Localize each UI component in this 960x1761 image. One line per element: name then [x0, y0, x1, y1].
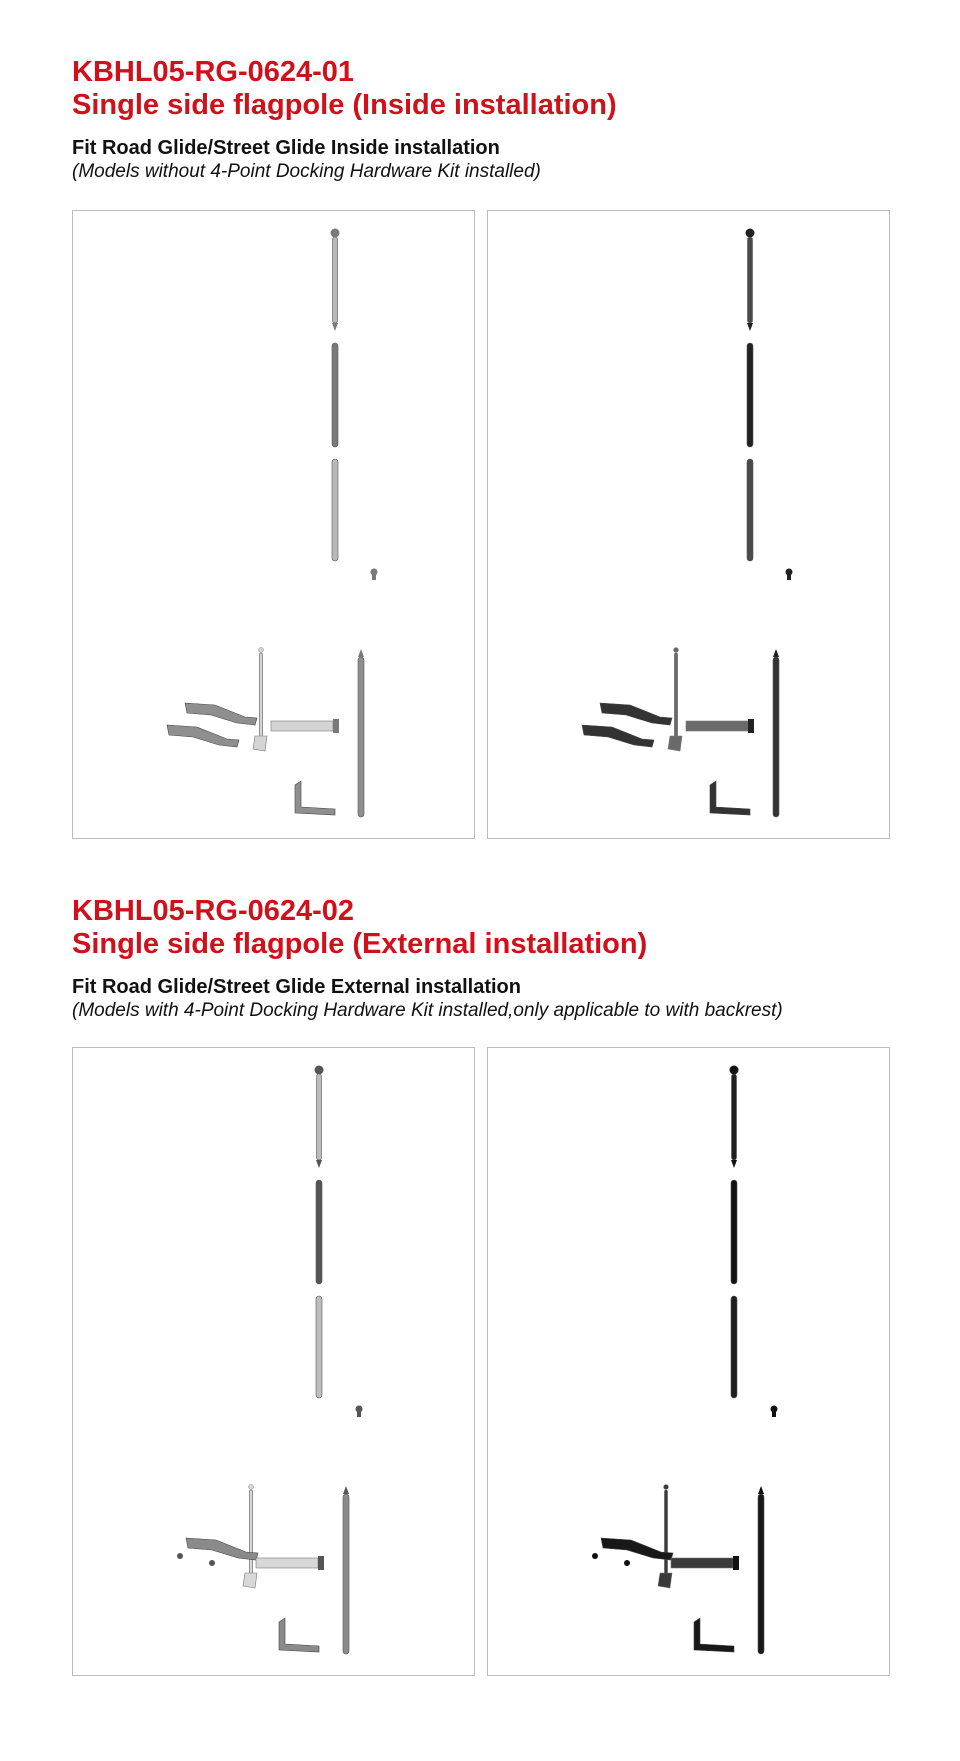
pole-section-base [758, 1494, 764, 1654]
strap-end [318, 1556, 324, 1570]
strap-bar [671, 1558, 733, 1568]
flagpole-kit-illustration [488, 211, 889, 838]
pole-tip [316, 1160, 322, 1168]
pole-section-middle [747, 343, 753, 447]
knob-stem [357, 1411, 361, 1417]
pole-section-middle [332, 343, 338, 447]
product-section-external [72, 895, 932, 1022]
strap-bar [686, 721, 748, 731]
pole-section-top [748, 237, 753, 323]
product-image-chrome-inside [72, 210, 475, 839]
pole-section-middle [316, 1180, 322, 1284]
thin-rod-cap [249, 1485, 254, 1490]
pole-base-tip [773, 649, 779, 657]
thin-rod [250, 1490, 253, 1578]
rod-base-plate [668, 736, 682, 751]
l-hook-part [295, 781, 335, 815]
thin-rod-cap [664, 1485, 669, 1490]
pole-tip [731, 1160, 737, 1168]
pole-section-lower [731, 1296, 737, 1398]
thin-rod-cap [259, 648, 264, 653]
finial-ball [746, 229, 755, 238]
fitment-text: Fit Road Glide/Street Glide Inside installation [72, 137, 500, 159]
bolt-part [177, 1553, 183, 1559]
product-title: Single side flagpole (External installation) [72, 928, 648, 960]
thin-rod-cap [674, 648, 679, 653]
mounting-bracket [582, 725, 654, 747]
thin-rod [260, 653, 263, 741]
thin-rod [665, 1490, 668, 1578]
finial-ball [315, 1066, 324, 1075]
product-image-black-inside [487, 210, 890, 839]
finial-ball [730, 1066, 739, 1075]
product-title: Single side flagpole (Inside installation) [72, 89, 617, 121]
knob-stem [787, 574, 791, 580]
strap-end [333, 719, 339, 733]
product-section-inside [72, 56, 932, 183]
pole-section-lower [332, 459, 338, 561]
rod-base-plate [658, 1573, 672, 1588]
pole-base-tip [358, 649, 364, 657]
bolt-part [592, 1553, 598, 1559]
mounting-bracket [600, 703, 672, 725]
pole-section-lower [316, 1296, 322, 1398]
mounting-bracket [167, 725, 239, 747]
product-code: KBHL05-RG-0624-01 [72, 56, 355, 88]
mounting-bracket [601, 1538, 673, 1560]
product-code: KBHL05-RG-0624-02 [72, 895, 355, 927]
pole-section-base [343, 1494, 349, 1654]
strap-end [748, 719, 754, 733]
bolt-part [209, 1560, 215, 1566]
rod-base-plate [253, 736, 267, 751]
product-image-black-external [487, 1047, 890, 1676]
product-image-chrome-external [72, 1047, 475, 1676]
pole-section-lower [747, 459, 753, 561]
pole-tip [747, 323, 753, 331]
pole-section-top [732, 1074, 737, 1160]
pole-section-base [773, 657, 779, 817]
knob-stem [372, 574, 376, 580]
pole-base-tip [343, 1486, 349, 1494]
strap-bar [271, 721, 333, 731]
fitment-note: (Models without 4-Point Docking Hardware Kit installed) [72, 161, 541, 182]
mounting-bracket [185, 703, 257, 725]
l-hook-part [694, 1618, 734, 1652]
knob-stem [772, 1411, 776, 1417]
rod-base-plate [243, 1573, 257, 1588]
l-hook-part [710, 781, 750, 815]
bolt-part [624, 1560, 630, 1566]
pole-section-base [358, 657, 364, 817]
strap-bar [256, 1558, 318, 1568]
finial-ball [331, 229, 340, 238]
pole-section-middle [731, 1180, 737, 1284]
flagpole-kit-illustration [488, 1048, 889, 1675]
fitment-note: (Models with 4-Point Docking Hardware Kit installed,only applicable to with backrest) [72, 1000, 783, 1021]
flagpole-kit-illustration [73, 1048, 474, 1675]
l-hook-part [279, 1618, 319, 1652]
flagpole-kit-illustration [73, 211, 474, 838]
mounting-bracket [186, 1538, 258, 1560]
strap-end [733, 1556, 739, 1570]
pole-base-tip [758, 1486, 764, 1494]
pole-tip [332, 323, 338, 331]
fitment-text: Fit Road Glide/Street Glide External installation [72, 976, 521, 998]
pole-section-top [317, 1074, 322, 1160]
pole-section-top [333, 237, 338, 323]
thin-rod [675, 653, 678, 741]
